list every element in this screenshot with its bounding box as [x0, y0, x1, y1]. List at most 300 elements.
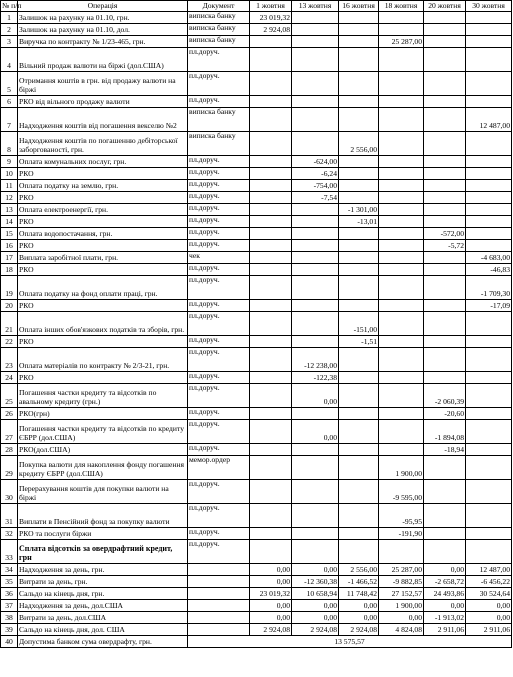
row-number: 4 — [1, 48, 18, 72]
row-number: 27 — [1, 420, 18, 444]
amount-cell — [466, 48, 512, 72]
operation-cell: Виплата заробітної плати, грн. — [18, 252, 188, 264]
operation-cell: Витрати за день, грн. — [18, 576, 188, 588]
amount-cell — [292, 132, 339, 156]
amount-cell — [250, 276, 292, 300]
operation-cell: Надходження коштів по погашенню дебіторської заборгованості, грн. — [18, 132, 188, 156]
row-number: 6 — [1, 96, 18, 108]
amount-cell — [466, 216, 512, 228]
amount-cell — [424, 168, 466, 180]
row-number: 37 — [1, 600, 18, 612]
table-row — [1, 348, 512, 372]
document-cell: виписка банку — [188, 108, 250, 132]
amount-cell — [250, 300, 292, 312]
operation-cell: Оплата водопостачання, грн. — [18, 228, 188, 240]
amount-cell: 4 824,08 — [379, 624, 424, 636]
amount-cell: 12 487,00 — [466, 564, 512, 576]
amount-cell — [339, 180, 379, 192]
amount-cell — [379, 108, 424, 132]
amount-cell — [250, 180, 292, 192]
header-cell: 30 жовтня — [466, 1, 512, 12]
amount-cell — [292, 312, 339, 336]
amount-cell: -20,60 — [424, 408, 466, 420]
amount-cell — [424, 96, 466, 108]
table-row — [1, 612, 512, 624]
amount-cell: 25 287,00 — [379, 564, 424, 576]
document-cell: пл.доруч. — [188, 216, 250, 228]
amount-cell — [424, 300, 466, 312]
amount-cell — [466, 420, 512, 444]
document-cell: пл.доруч. — [188, 300, 250, 312]
row-number: 9 — [1, 156, 18, 168]
amount-cell: -151,00 — [339, 312, 379, 336]
operation-cell: Допустима банком сума овердрафту, грн. — [18, 636, 188, 648]
amount-cell — [339, 408, 379, 420]
document-cell: пл.доруч. — [188, 444, 250, 456]
merged-value-cell: 13 575,57 — [188, 636, 512, 648]
amount-cell — [339, 48, 379, 72]
amount-cell — [466, 72, 512, 96]
operation-cell: Сальдо на кінець дня, дол. США — [18, 624, 188, 636]
amount-cell — [466, 12, 512, 24]
amount-cell — [250, 240, 292, 252]
document-cell: пл.доруч. — [188, 204, 250, 216]
amount-cell — [292, 204, 339, 216]
amount-cell — [466, 156, 512, 168]
amount-cell — [424, 264, 466, 276]
amount-cell: 0,00 — [466, 600, 512, 612]
amount-cell — [466, 540, 512, 564]
table-row — [1, 528, 512, 540]
amount-cell — [292, 12, 339, 24]
amount-cell — [466, 480, 512, 504]
amount-cell — [250, 480, 292, 504]
row-number: 39 — [1, 624, 18, 636]
operation-cell: РКО — [18, 300, 188, 312]
operation-cell: Залишок на рахунку на 01.10, дол. — [18, 24, 188, 36]
amount-cell — [424, 72, 466, 96]
amount-cell — [250, 372, 292, 384]
amount-cell — [250, 336, 292, 348]
row-number: 17 — [1, 252, 18, 264]
row-number: 18 — [1, 264, 18, 276]
amount-cell — [466, 240, 512, 252]
amount-cell: 0,00 — [250, 612, 292, 624]
document-cell — [188, 564, 250, 576]
document-cell — [188, 612, 250, 624]
row-number: 38 — [1, 612, 18, 624]
amount-cell — [292, 24, 339, 36]
amount-cell — [292, 408, 339, 420]
document-cell — [188, 576, 250, 588]
table-row — [1, 24, 512, 36]
amount-cell — [339, 168, 379, 180]
amount-cell — [379, 96, 424, 108]
amount-cell — [424, 336, 466, 348]
operation-cell: Залишок на рахунку на 01.10, грн. — [18, 12, 188, 24]
table-row — [1, 216, 512, 228]
amount-cell — [379, 48, 424, 72]
operation-cell: РКО та послуги біржи — [18, 528, 188, 540]
document-cell — [188, 588, 250, 600]
amount-cell: -122,38 — [292, 372, 339, 384]
amount-cell: -12 238,00 — [292, 348, 339, 372]
operation-cell: РКО від вільного продажу валюти — [18, 96, 188, 108]
amount-cell — [292, 36, 339, 48]
document-cell: пл.доруч. — [188, 372, 250, 384]
document-cell: пл.доруч. — [188, 264, 250, 276]
amount-cell — [292, 300, 339, 312]
amount-cell — [250, 348, 292, 372]
header-cell: 18 жовтня — [379, 1, 424, 12]
amount-cell — [379, 72, 424, 96]
amount-cell — [466, 168, 512, 180]
amount-cell — [250, 540, 292, 564]
amount-cell — [424, 108, 466, 132]
operation-cell: Надходження за день, дол.США — [18, 600, 188, 612]
amount-cell — [292, 240, 339, 252]
row-number: 11 — [1, 180, 18, 192]
amount-cell — [424, 192, 466, 204]
amount-cell — [339, 480, 379, 504]
amount-cell: -1 709,30 — [466, 276, 512, 300]
amount-cell — [379, 372, 424, 384]
amount-cell — [250, 504, 292, 528]
row-number: 1 — [1, 12, 18, 24]
row-number: 2 — [1, 24, 18, 36]
amount-cell: -12 360,38 — [292, 576, 339, 588]
header-row — [1, 1, 512, 12]
amount-cell: 2 556,00 — [339, 564, 379, 576]
table-row — [1, 540, 512, 564]
table-row — [1, 156, 512, 168]
document-cell: пл.доруч. — [188, 504, 250, 528]
amount-cell — [250, 384, 292, 408]
amount-cell — [466, 456, 512, 480]
amount-cell: 11 748,42 — [339, 588, 379, 600]
row-number: 23 — [1, 348, 18, 372]
amount-cell — [379, 12, 424, 24]
operation-cell: Оплата інших обов'язкових податків та зборів, грн. — [18, 312, 188, 336]
amount-cell: -6,24 — [292, 168, 339, 180]
amount-cell: 23 019,32 — [250, 588, 292, 600]
amount-cell — [339, 108, 379, 132]
document-cell: виписка банку — [188, 36, 250, 48]
document-cell: мемор.ордер — [188, 456, 250, 480]
amount-cell — [250, 528, 292, 540]
row-number: 34 — [1, 564, 18, 576]
header-cell: 13 жовтня — [292, 1, 339, 12]
operation-cell: Погашення частки кредиту та відсотків по кредиту ЄБРР (дол.США) — [18, 420, 188, 444]
amount-cell — [379, 408, 424, 420]
amount-cell — [250, 204, 292, 216]
amount-cell — [424, 540, 466, 564]
amount-cell — [339, 444, 379, 456]
amount-cell — [339, 456, 379, 480]
amount-cell: -624,00 — [292, 156, 339, 168]
amount-cell: -9 882,85 — [379, 576, 424, 588]
operation-cell: Виплати в Пенсійний фонд за покупку валюти — [18, 504, 188, 528]
amount-cell — [424, 156, 466, 168]
amount-cell: -1 913,02 — [424, 612, 466, 624]
amount-cell — [424, 12, 466, 24]
amount-cell — [292, 264, 339, 276]
operation-cell: РКО — [18, 216, 188, 228]
row-number: 15 — [1, 228, 18, 240]
table-row — [1, 180, 512, 192]
header-cell: 1 жовтня — [250, 1, 292, 12]
amount-cell — [379, 540, 424, 564]
header-cell: № п/п — [2, 0, 22, 10]
amount-cell — [339, 228, 379, 240]
amount-cell — [339, 12, 379, 24]
document-cell — [188, 600, 250, 612]
row-number: 3 — [1, 36, 18, 48]
amount-cell — [466, 36, 512, 48]
amount-cell: -7,54 — [292, 192, 339, 204]
table-row — [1, 504, 512, 528]
document-cell: пл.доруч. — [188, 336, 250, 348]
document-cell: пл.доруч. — [188, 276, 250, 300]
amount-cell: 0,00 — [424, 564, 466, 576]
amount-cell — [424, 276, 466, 300]
document-cell — [188, 624, 250, 636]
operation-cell: Погашення частки кредиту та відсотків по авальному кредиту (грн.) — [18, 384, 188, 408]
amount-cell — [339, 348, 379, 372]
amount-cell — [379, 240, 424, 252]
amount-cell — [424, 36, 466, 48]
document-cell: пл.доруч. — [188, 408, 250, 420]
amount-cell: -46,83 — [466, 264, 512, 276]
row-number: 29 — [1, 456, 18, 480]
amount-cell — [466, 348, 512, 372]
amount-cell — [250, 408, 292, 420]
amount-cell — [466, 528, 512, 540]
amount-cell — [339, 504, 379, 528]
amount-cell — [379, 276, 424, 300]
amount-cell: 0,00 — [424, 600, 466, 612]
amount-cell — [379, 336, 424, 348]
amount-cell — [466, 132, 512, 156]
table-row — [1, 108, 512, 132]
amount-cell — [250, 48, 292, 72]
amount-cell — [424, 180, 466, 192]
amount-cell — [424, 504, 466, 528]
amount-cell: 0,00 — [292, 600, 339, 612]
row-number: 13 — [1, 204, 18, 216]
amount-cell — [250, 36, 292, 48]
amount-cell — [292, 216, 339, 228]
document-cell: пл.доруч. — [188, 540, 250, 564]
row-number: 28 — [1, 444, 18, 456]
document-cell: пл.доруч. — [188, 420, 250, 444]
operation-cell: Оплата електроенергії, грн. — [18, 204, 188, 216]
table-row — [1, 168, 512, 180]
amount-cell — [424, 252, 466, 264]
amount-cell — [379, 216, 424, 228]
amount-cell — [466, 408, 512, 420]
amount-cell: 0,00 — [292, 384, 339, 408]
table-row — [1, 456, 512, 480]
amount-cell — [379, 156, 424, 168]
amount-cell — [292, 252, 339, 264]
amount-cell — [250, 312, 292, 336]
row-number: 22 — [1, 336, 18, 348]
amount-cell — [292, 48, 339, 72]
amount-cell: 30 524,64 — [466, 588, 512, 600]
amount-cell — [250, 264, 292, 276]
amount-cell: -18,94 — [424, 444, 466, 456]
amount-cell — [424, 528, 466, 540]
document-cell: пл.доруч. — [188, 240, 250, 252]
document-cell: пл.доруч. — [188, 48, 250, 72]
operation-cell: Оплата податку на землю, грн. — [18, 180, 188, 192]
operation-cell: Покупка валюти для накоплення фонду погашення кредиту ЄБРР (дол.США) — [18, 456, 188, 480]
document-cell: пл.доруч. — [188, 180, 250, 192]
amount-cell — [424, 480, 466, 504]
operation-cell: РКО(грн) — [18, 408, 188, 420]
amount-cell — [379, 312, 424, 336]
table-row — [1, 408, 512, 420]
table-row — [1, 384, 512, 408]
table-row — [1, 192, 512, 204]
amount-cell — [424, 372, 466, 384]
operation-cell: Перерахування коштів для покупки валюти на біржі — [18, 480, 188, 504]
amount-cell — [379, 24, 424, 36]
amount-cell — [250, 228, 292, 240]
amount-cell — [292, 444, 339, 456]
amount-cell — [250, 444, 292, 456]
amount-cell — [339, 36, 379, 48]
row-number: 33 — [1, 540, 18, 564]
amount-cell — [379, 444, 424, 456]
amount-cell: 0,00 — [292, 564, 339, 576]
document-cell: чек — [188, 252, 250, 264]
header-cell: Операція — [18, 1, 188, 12]
amount-cell — [250, 132, 292, 156]
amount-cell — [424, 456, 466, 480]
amount-cell — [379, 348, 424, 372]
amount-cell: 0,00 — [339, 612, 379, 624]
row-number: 12 — [1, 192, 18, 204]
amount-cell — [379, 252, 424, 264]
amount-cell: 25 287,00 — [379, 36, 424, 48]
operation-cell: РКО — [18, 336, 188, 348]
amount-cell — [250, 420, 292, 444]
row-number: 30 — [1, 480, 18, 504]
row-number: 26 — [1, 408, 18, 420]
amount-cell: 0,00 — [250, 576, 292, 588]
table-row — [1, 576, 512, 588]
amount-cell — [250, 72, 292, 96]
amount-cell — [292, 528, 339, 540]
amount-cell — [339, 528, 379, 540]
amount-cell: -2 658,72 — [424, 576, 466, 588]
amount-cell — [339, 264, 379, 276]
amount-cell — [292, 276, 339, 300]
amount-cell — [379, 300, 424, 312]
amount-cell — [292, 540, 339, 564]
amount-cell — [339, 540, 379, 564]
table-row — [1, 264, 512, 276]
amount-cell — [466, 180, 512, 192]
header-cell: Документ — [188, 1, 250, 12]
amount-cell — [292, 108, 339, 132]
amount-cell — [424, 204, 466, 216]
amount-cell — [424, 132, 466, 156]
amount-cell: 0,00 — [292, 420, 339, 444]
table-row — [1, 312, 512, 336]
table-row — [1, 72, 512, 96]
amount-cell: 1 900,00 — [379, 600, 424, 612]
amount-cell — [466, 312, 512, 336]
document-cell: пл.доруч. — [188, 528, 250, 540]
amount-cell — [339, 96, 379, 108]
amount-cell — [339, 240, 379, 252]
amount-cell — [339, 372, 379, 384]
amount-cell: 0,00 — [250, 564, 292, 576]
document-cell: пл.доруч. — [188, 480, 250, 504]
amount-cell: -572,00 — [424, 228, 466, 240]
document-cell: пл.доруч. — [188, 168, 250, 180]
operation-cell: Виручка по контракту № 1/23-465, грн. — [18, 36, 188, 48]
row-number: 10 — [1, 168, 18, 180]
amount-cell: -13,01 — [339, 216, 379, 228]
amount-cell — [379, 132, 424, 156]
amount-cell: -2 060,39 — [424, 384, 466, 408]
row-number: 32 — [1, 528, 18, 540]
amount-cell — [466, 444, 512, 456]
amount-cell — [292, 228, 339, 240]
operation-cell: РКО — [18, 192, 188, 204]
amount-cell — [466, 504, 512, 528]
document-cell: пл.доруч. — [188, 96, 250, 108]
row-number: 14 — [1, 216, 18, 228]
operation-cell: Витрати за день, дол.США — [18, 612, 188, 624]
row-number: 20 — [1, 300, 18, 312]
table-row — [1, 420, 512, 444]
amount-cell — [292, 336, 339, 348]
amount-cell — [292, 480, 339, 504]
table-row — [1, 12, 512, 24]
amount-cell — [339, 276, 379, 300]
document-cell: пл.доруч. — [188, 384, 250, 408]
amount-cell — [379, 192, 424, 204]
document-cell: пл.доруч. — [188, 72, 250, 96]
table-row — [1, 600, 512, 612]
amount-cell — [250, 96, 292, 108]
amount-cell: 2 911,06 — [466, 624, 512, 636]
table-row — [1, 276, 512, 300]
amount-cell — [379, 180, 424, 192]
row-number: 7 — [1, 108, 18, 132]
amount-cell: -754,00 — [292, 180, 339, 192]
table-row — [1, 564, 512, 576]
amount-cell: 27 152,57 — [379, 588, 424, 600]
operation-cell: Сальдо на кінець дня, грн. — [18, 588, 188, 600]
amount-cell: -95,95 — [379, 504, 424, 528]
amount-cell: 10 658,94 — [292, 588, 339, 600]
table-row — [1, 372, 512, 384]
amount-cell — [250, 252, 292, 264]
row-number: 5 — [1, 72, 18, 96]
amount-cell: 0,00 — [250, 600, 292, 612]
table-row — [1, 588, 512, 600]
amount-cell: -191,90 — [379, 528, 424, 540]
operation-cell: Оплата комунальних послуг, грн. — [18, 156, 188, 168]
amount-cell — [424, 216, 466, 228]
amount-cell: 2 924,08 — [292, 624, 339, 636]
